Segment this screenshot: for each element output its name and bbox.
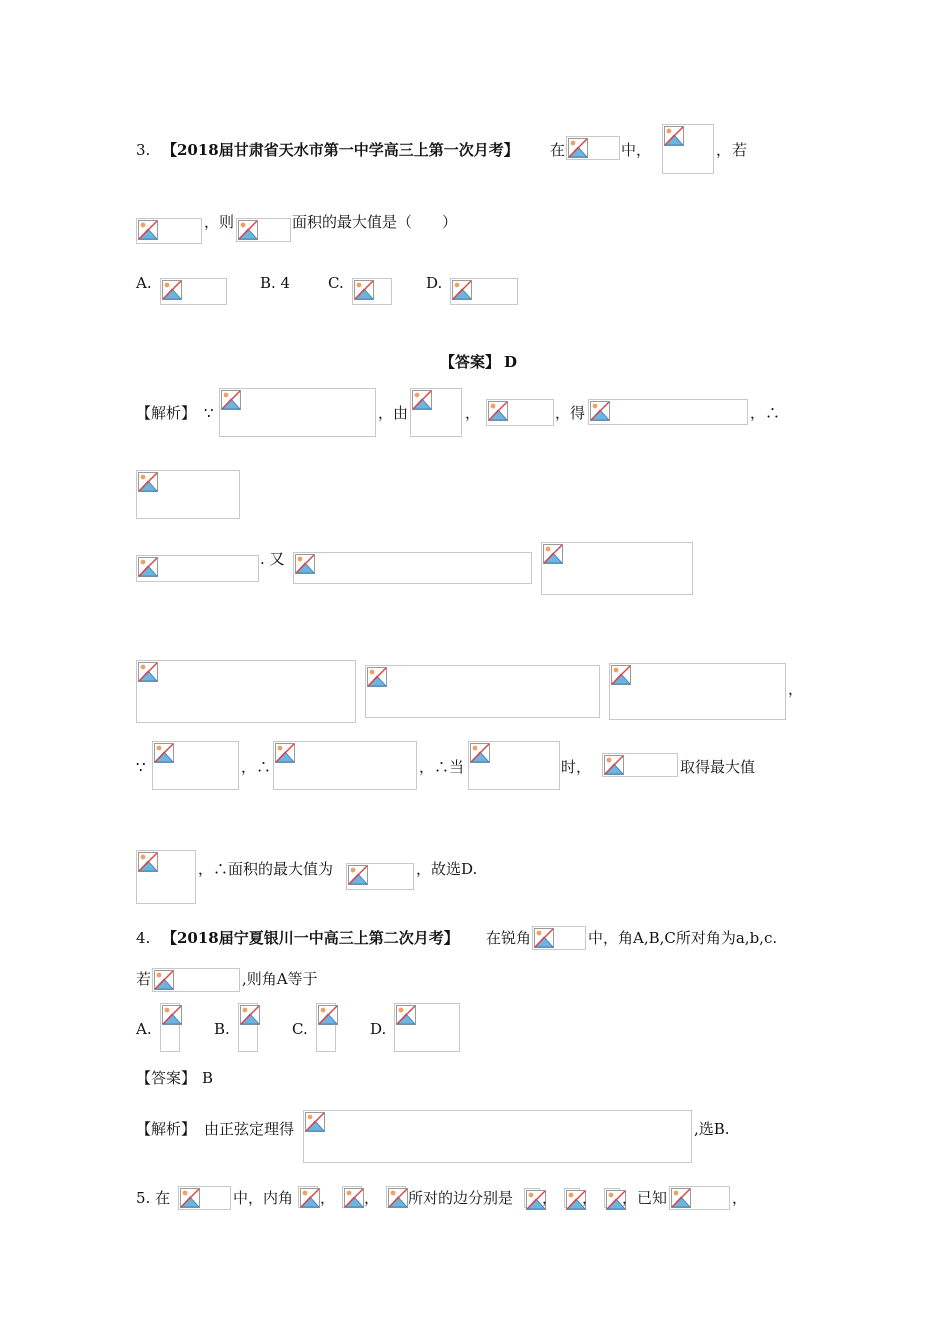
formula-image: [352, 278, 392, 305]
q5-text: 中，内角: [233, 1189, 294, 1207]
analysis-text: ，∴当: [419, 758, 465, 776]
analysis-text: 取得最大值: [680, 758, 756, 776]
analysis-text: ∵: [204, 404, 214, 422]
q5-text: 所对的边分别是: [408, 1189, 514, 1207]
option-c: C.: [328, 274, 344, 292]
formula-image: [486, 399, 554, 426]
option-d: D.: [426, 274, 443, 292]
option-d: D.: [370, 1020, 387, 1038]
formula-image: [219, 388, 376, 437]
answer-label: 【答案】: [136, 1069, 197, 1087]
formula-image: [273, 741, 417, 790]
formula-image: [136, 470, 240, 519]
formula-image: [662, 124, 714, 174]
formula-image: [669, 1186, 730, 1210]
formula-image: [178, 1186, 231, 1210]
q4-number: 4.: [136, 929, 151, 947]
q3-text: 在: [550, 141, 566, 159]
formula-image: [298, 1186, 318, 1208]
formula-image: [238, 1003, 258, 1052]
option-a: A.: [136, 1020, 152, 1038]
formula-image: [609, 663, 786, 720]
formula-image: [136, 850, 196, 904]
q4-text: 若: [136, 970, 152, 988]
formula-image: [588, 399, 748, 425]
analysis-text: ，∴: [750, 404, 781, 422]
q3-text: ，: [716, 141, 732, 159]
formula-image: [152, 741, 239, 790]
formula-image: [136, 660, 356, 723]
formula-image: [316, 1003, 336, 1052]
q4-source: 【2018届宁夏银川一中高三上第二次月考】: [162, 929, 459, 947]
formula-image: [532, 926, 586, 950]
formula-image: [410, 388, 462, 437]
formula-image: [303, 1110, 692, 1163]
formula-image: [152, 968, 240, 992]
formula-image: [524, 1188, 540, 1208]
formula-image: [136, 218, 202, 244]
analysis-text: ，: [465, 404, 481, 422]
q5-text: ，已知: [622, 1189, 668, 1207]
formula-image: [136, 555, 259, 582]
formula-image: [160, 1003, 180, 1052]
q5-text: ，: [320, 1189, 336, 1207]
analysis-text: ，故选D.: [416, 860, 478, 878]
formula-image: [604, 1188, 620, 1208]
formula-image: [564, 1188, 580, 1208]
answer-value: D: [504, 353, 518, 371]
formula-image: [394, 1003, 460, 1052]
q3-text: ，则: [204, 213, 235, 231]
analysis-text: ，由: [378, 404, 409, 422]
formula-image: [342, 1186, 362, 1208]
analysis-text: ∵: [136, 758, 146, 776]
option-c: C.: [292, 1020, 308, 1038]
q3-number: 3.: [136, 141, 151, 159]
q3-text: 中，: [621, 141, 652, 159]
q5-text: 5. 在: [136, 1189, 171, 1207]
formula-image: [236, 218, 291, 242]
option-b: B. 4: [260, 274, 291, 292]
formula-image: [365, 665, 600, 718]
analysis-text: 时，: [561, 758, 592, 776]
option-b: B.: [214, 1020, 230, 1038]
q5-text: ，: [542, 1189, 558, 1207]
analysis-label: 【解析】: [136, 1120, 197, 1138]
formula-image: [346, 863, 414, 890]
formula-image: [602, 753, 678, 777]
analysis-text: ,选B.: [694, 1120, 730, 1138]
analysis-text: ，得: [555, 404, 586, 422]
q5-text: ，: [732, 1189, 748, 1207]
answer-value: B: [202, 1069, 214, 1087]
option-a: A.: [136, 274, 152, 292]
answer-label: 【答案】: [440, 353, 501, 371]
q4-text: 中，角A,B,C所对角为a,b,c.: [588, 929, 778, 947]
analysis-text: ，: [788, 680, 804, 698]
analysis-text: ，∴面积的最大值为: [198, 860, 334, 878]
formula-image: [450, 278, 518, 305]
analysis-text: . 又: [260, 550, 285, 568]
q4-text: 在锐角: [486, 929, 532, 947]
q5-text: ，: [364, 1189, 380, 1207]
analysis-label: 【解析】: [136, 404, 197, 422]
analysis-text: 由正弦定理得: [204, 1120, 295, 1138]
formula-image: [566, 136, 620, 160]
q4-text: ,则角A等于: [242, 970, 318, 988]
q3-source: 【2018届甘肃省天水市第一中学高三上第一次月考】: [162, 141, 519, 159]
q3-text: 若: [732, 141, 748, 159]
q5-text: ，: [582, 1189, 598, 1207]
formula-image: [386, 1186, 406, 1208]
q3-text: 面积的最大值是（ ）: [292, 213, 458, 231]
formula-image: [541, 542, 693, 595]
formula-image: [468, 741, 560, 790]
analysis-text: ，∴: [241, 758, 272, 776]
formula-image: [160, 278, 227, 305]
formula-image: [293, 552, 532, 584]
